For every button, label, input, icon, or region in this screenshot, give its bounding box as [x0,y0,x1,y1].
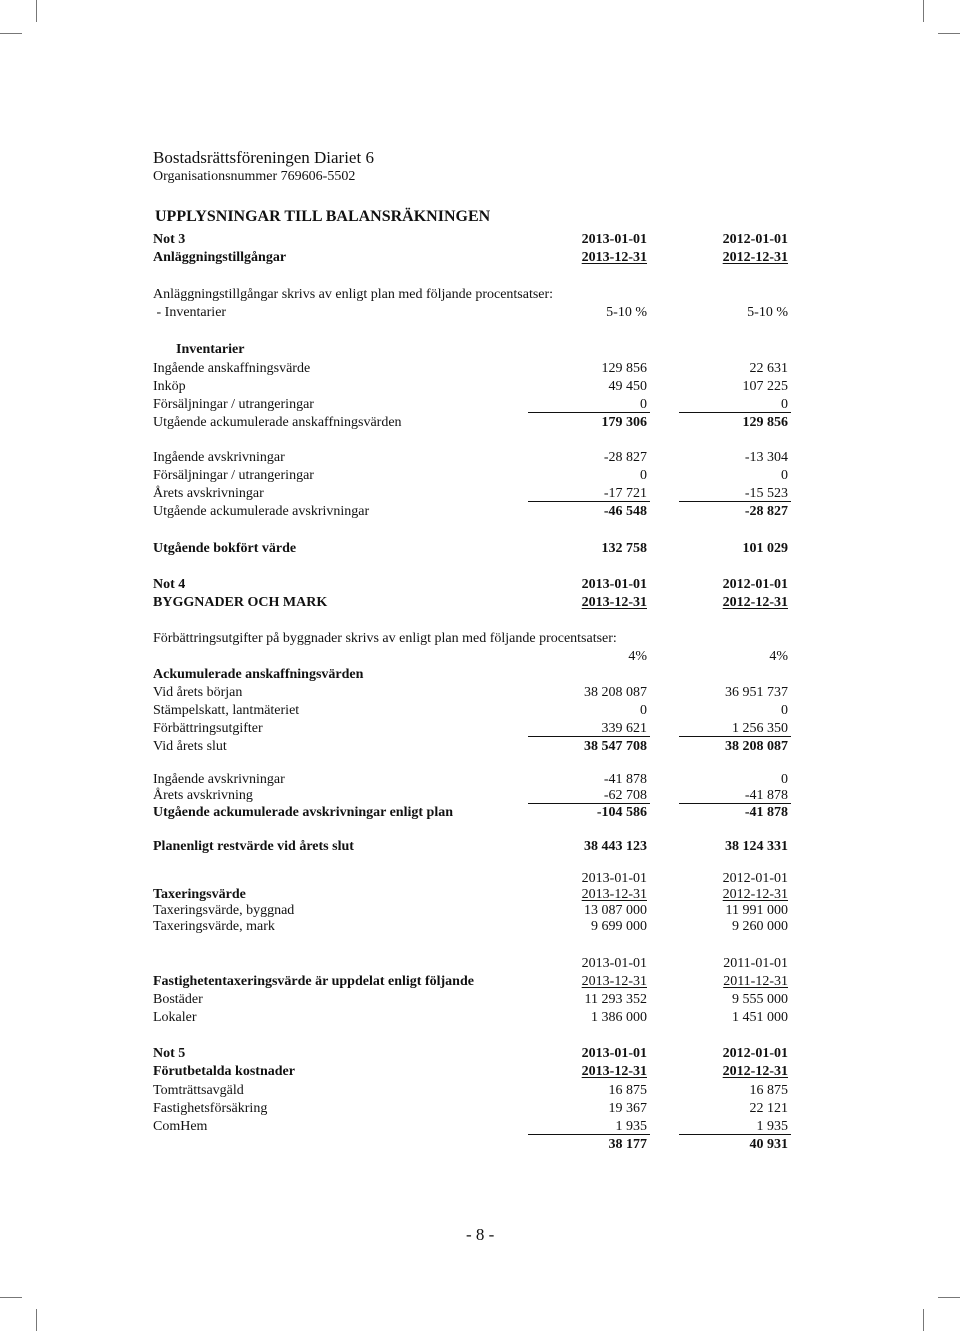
crop-mark [0,33,22,34]
note3-title: Not 3 [153,232,186,247]
tax-period1-end: 2013-12-31 [581,887,647,902]
note4-row-v2: 38 208 087 [725,739,788,754]
note3-row-v2: 129 856 [742,415,788,430]
tax-heading: Taxeringsvärde [153,887,246,902]
split-period2-end: 2011-12-31 [723,974,788,989]
split-period1-start: 2013-01-01 [581,956,647,971]
note3-row-v1: 179 306 [601,415,647,430]
note4-residual-label: Planenligt restvärde vid årets slut [153,839,354,854]
note4-rate-2: 4% [769,649,788,664]
note5-row-v2: 22 121 [749,1101,788,1116]
note4-row-v2: 0 [781,703,788,718]
split-heading: Fastighetentaxeringsvärde är uppdelat enligt följande [153,974,474,989]
note4-row-label: Förbättringsutgifter [153,721,263,736]
org-number: Organisationsnummer 769606-5502 [153,169,356,184]
note5-period2-start: 2012-01-01 [722,1046,788,1061]
note5-period1-start: 2013-01-01 [581,1046,647,1061]
note4-row-v1: 0 [640,703,647,718]
note3-row-v1: 0 [640,397,647,412]
note4-row-v2: 1 256 350 [732,721,788,736]
note5-row-v1: 16 875 [608,1083,647,1098]
note3-row-label: Inköp [153,379,186,394]
org-name: Bostadsrättsföreningen Diariet 6 [153,148,374,167]
note4-title: Not 4 [153,577,186,592]
note3-row-v1: -46 548 [603,504,647,519]
note5-total-1: 38 177 [608,1137,647,1152]
split-period2-start: 2011-01-01 [723,956,788,971]
note4-dep-v2: 0 [781,772,788,787]
note3-row-v2: 107 225 [742,379,788,394]
section-title: UPPLYSNINGAR TILL BALANSRÄKNINGEN [155,208,491,225]
split-row-label: Lokaler [153,1010,197,1025]
note4-period1-start: 2013-01-01 [581,577,647,592]
note4-dep-label: Ingående avskrivningar [153,772,285,787]
crop-mark [923,1309,924,1331]
note3-book-value-v1: 132 758 [601,541,647,556]
note5-row-v2: 16 875 [749,1083,788,1098]
note3-row-v1: 0 [640,468,647,483]
page-number: - 8 - [466,1225,495,1244]
note3-row-v1: -17 721 [603,486,647,501]
note4-row-label: Stämpelskatt, lantmäteriet [153,703,300,718]
note4-dep-label: Utgående ackumulerade avskrivningar enligt plan [153,805,453,820]
note3-row-label: Försäljningar / utrangeringar [153,468,314,483]
crop-mark [36,0,37,22]
note3-row-v2: 22 631 [749,361,788,376]
note4-period2-end: 2012-12-31 [722,595,788,610]
note4-acq-heading: Ackumulerade anskaffningsvärden [153,667,364,682]
note3-book-value-label: Utgående bokfört värde [153,541,297,556]
note3-row-label: Ingående anskaffningsvärde [153,361,311,376]
note3-row-label: Utgående ackumulerade avskrivningar [153,504,370,519]
note3-subtitle: Anläggningstillgångar [153,250,287,265]
note3-inv-rate-1: 5-10 % [606,305,647,320]
note5-subtitle: Förutbetalda kostnader [153,1064,295,1079]
note5-period2-end: 2012-12-31 [722,1064,788,1079]
note3-depreciation-text: Anläggningstillgångar skrivs av enligt plan med följande procentsatser: [153,287,554,302]
note4-period2-start: 2012-01-01 [722,577,788,592]
note5-row-label: Tomträttsavgäld [153,1083,244,1098]
note3-inv-heading: Inventarier [176,342,245,357]
note5-title: Not 5 [153,1046,186,1061]
tax-period2-start: 2012-01-01 [722,871,788,886]
note4-row-v1: 339 621 [601,721,647,736]
note3-row-v1: -28 827 [603,450,647,465]
note3-row-v1: 49 450 [608,379,647,394]
crop-mark [0,1297,22,1298]
note5-period1-end: 2013-12-31 [581,1064,647,1079]
note3-row-label: Årets avskrivningar [153,486,264,501]
note3-inv-rate-2: 5-10 % [747,305,788,320]
note4-dep-v2: -41 878 [744,788,788,803]
note4-dep-v1: -41 878 [603,772,647,787]
note4-row-label: Vid årets början [153,685,243,700]
crop-mark [36,1309,37,1331]
note3-book-value-v2: 101 029 [742,541,788,556]
note3-row-v2: -28 827 [744,504,788,519]
note3-row-label: Försäljningar / utrangeringar [153,397,314,412]
tax-row-v2: 11 991 000 [725,903,788,918]
split-row-v1: 11 293 352 [584,992,647,1007]
note4-dep-v1: -104 586 [596,805,647,820]
note4-row-v2: 36 951 737 [725,685,788,700]
note4-row-v1: 38 208 087 [584,685,647,700]
note4-dep-v2: -41 878 [744,805,788,820]
note5-row-v1: 19 367 [608,1101,647,1116]
tax-row-v2: 9 260 000 [732,919,788,934]
note4-row-v1: 38 547 708 [584,739,647,754]
note4-row-label: Vid årets slut [153,739,227,754]
note3-period1-start: 2013-01-01 [581,232,647,247]
note4-improvement-text: Förbättringsutgifter på byggnader skrivs av enligt plan med följande procentsatser: [153,631,617,646]
note4-residual-v1: 38 443 123 [584,839,647,854]
note3-period1-end: 2013-12-31 [581,250,647,265]
note4-dep-label: Årets avskrivning [153,788,253,803]
split-row-label: Bostäder [153,992,203,1007]
split-row-v1: 1 386 000 [591,1010,647,1025]
note3-period2-end: 2012-12-31 [722,250,788,265]
note4-period1-end: 2013-12-31 [581,595,647,610]
tax-period2-end: 2012-12-31 [722,887,788,902]
tax-row-v1: 13 087 000 [584,903,647,918]
note3-row-label: Ingående avskrivningar [153,450,285,465]
note3-row-v2: 0 [781,397,788,412]
note5-row-label: Fastighetsförsäkring [153,1101,268,1116]
note3-row-v2: 0 [781,468,788,483]
note3-row-v2: -13 304 [744,450,788,465]
split-row-v2: 1 451 000 [732,1010,788,1025]
tax-row-label: Taxeringsvärde, byggnad [153,903,295,918]
note5-row-v2: 1 935 [756,1119,788,1134]
note4-subtitle: BYGGNADER OCH MARK [153,595,328,610]
tax-row-v1: 9 699 000 [591,919,647,934]
crop-mark [938,33,960,34]
note3-inv-rate-label: - Inventarier [153,305,227,320]
note3-period2-start: 2012-01-01 [722,232,788,247]
note3-row-v1: 129 856 [601,361,647,376]
tax-period1-start: 2013-01-01 [581,871,647,886]
note4-rate-1: 4% [628,649,647,664]
note5-total-2: 40 931 [749,1137,788,1152]
note4-residual-v2: 38 124 331 [725,839,788,854]
tax-row-label: Taxeringsvärde, mark [153,919,275,934]
note5-row-v1: 1 935 [615,1119,647,1134]
crop-mark [923,0,924,22]
split-row-v2: 9 555 000 [732,992,788,1007]
note5-row-label: ComHem [153,1119,208,1134]
split-period1-end: 2013-12-31 [581,974,647,989]
note3-row-label: Utgående ackumulerade anskaffningsvärden [153,415,402,430]
note4-dep-v1: -62 708 [603,788,647,803]
note3-row-v2: -15 523 [744,486,788,501]
crop-mark [938,1297,960,1298]
